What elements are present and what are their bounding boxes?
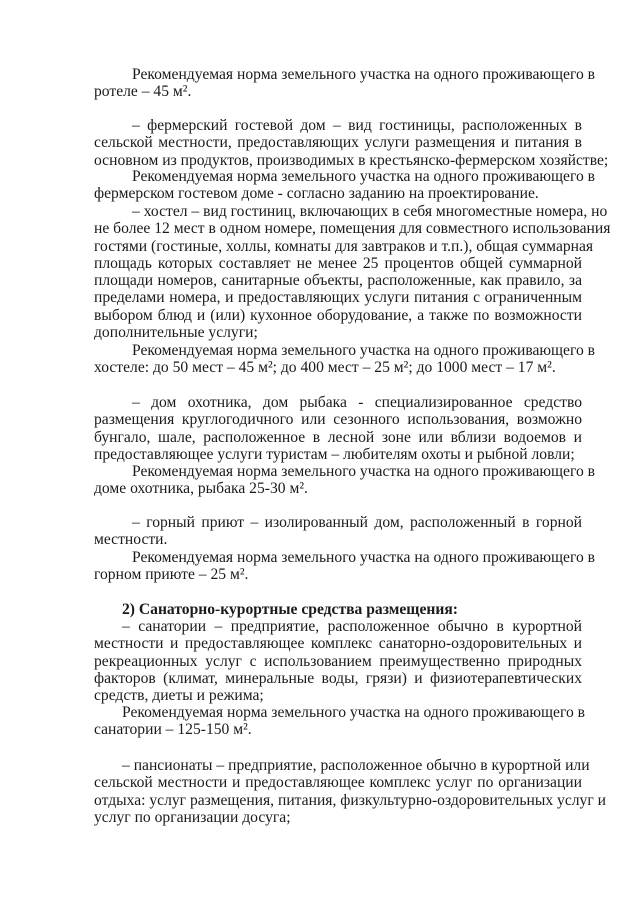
text-line: бунгало, шале, расположенное в лесной зоне или вблизи водоемов и [94,428,582,446]
paragraph-boarding-house [94,757,606,826]
paragraph-hunter-house-norm [94,463,596,498]
text-line: хостеле: до 50 мест – 45 м²; до 400 мест – 25 м²; до 1000 мест – 17 м². [94,359,556,377]
text-line: площади номеров, санитарные объекты, расположенные, как правило, за [94,272,582,290]
text-line: не более 12 мест в одном номере, помещения для совместного использования [94,220,611,238]
text-line: Рекомендуемая норма земельного участка на одного проживающего в [132,549,596,566]
text-line: средств, диеты и режима; [94,687,264,705]
text-line: горном приюте – 25 м². [94,566,249,584]
paragraph-mountain-shelter [94,514,582,549]
paragraph-sanatorium [94,618,582,704]
paragraph-hotel-norm [94,66,596,101]
text-line: факторов (климат, минеральные воды, грязи) и физиотерапевтических [94,669,582,687]
text-line: Рекомендуемая норма земельного участка на одного проживающего в [132,342,596,359]
text-line: – санатории – предприятие, расположенное обычно в курортной [122,618,582,635]
text-line: – горный приют – изолированный дом, расположенный в горной [132,514,582,531]
text-line: – дом охотника, дом рыбака - специализированное средство [132,394,582,411]
text-line: услуг по организации досуга; [94,808,291,826]
text-line: – хостел – вид гостиниц, включающих в себя многоместные номера, но [132,203,608,220]
text-line: площадь которых составляет не менее 25 процентов общей суммарной [94,254,582,272]
text-line: Рекомендуемая норма земельного участка на одного проживающего в [132,168,596,185]
text-line: рекреационных услуг с использованием преимущественно природных [94,652,582,670]
text-line: размещения круглогодичного или сезонного использования, возможно [94,411,582,429]
text-line: Рекомендуемая норма земельного участка на одного проживающего в [132,66,596,83]
text-line: дополнительные услуги; [94,324,258,342]
text-line: предоставляющее услуги туристам – любителям охоты и рыбной ловли; [94,445,575,463]
text-line: пределами номера, и предоставляющих услуги питания с ограниченным [94,289,582,307]
paragraph-farm-guest-house-norm [94,168,596,203]
text-line: – пансионаты – предприятие, расположенное обычно в курортной или [122,757,590,774]
text-line: основном из продуктов, производимых в крестьянско-фермерском хозяйстве; [94,151,609,169]
text-line: гостями (гостиные, холлы, комнаты для завтраков и т.п.), общая суммарная [94,237,594,255]
text-line: ротеле – 45 м². [94,83,192,101]
text-line: местности и предоставляющее комплекс санаторно-оздоровительных и [94,635,582,653]
paragraph-mountain-shelter-norm [94,549,596,584]
section-heading-section-2-heading [94,601,582,618]
paragraph-hunter-house [94,394,582,463]
text-line: местности. [94,531,168,549]
paragraph-hostel [94,203,611,342]
text-line: сельской местности, предоставляющих услуги размещения и питания в [94,134,582,152]
text-line: доме охотника, рыбака 25-30 м². [94,480,308,498]
text-line: Рекомендуемая норма земельного участка на одного проживающего в [132,463,596,480]
text-line: – фермерский гостевой дом – вид гостиницы, расположенных в [132,117,582,134]
paragraph-farm-guest-house [94,117,609,169]
text-line: Рекомендуемая норма земельного участка на одного проживающего в [122,704,586,721]
text-line: фермерском гостевом доме - согласно заданию на проектирование. [94,185,539,203]
text-line: санатории – 125-150 м². [94,721,252,739]
text-line: сельской местности и предоставляющее комплекс услуг по организации [94,774,582,792]
paragraph-hostel-norm [94,342,596,377]
paragraph-sanatorium-norm [94,704,586,739]
text-line: 2) Санаторно-курортные средства размещения: [122,601,458,618]
text-line: отдыха: услуг размещения, питания, физкультурно-оздоровительных услуг и [94,791,606,809]
text-line: выбором блюд и (или) кухонное оборудование, а также по возможности [94,306,582,324]
